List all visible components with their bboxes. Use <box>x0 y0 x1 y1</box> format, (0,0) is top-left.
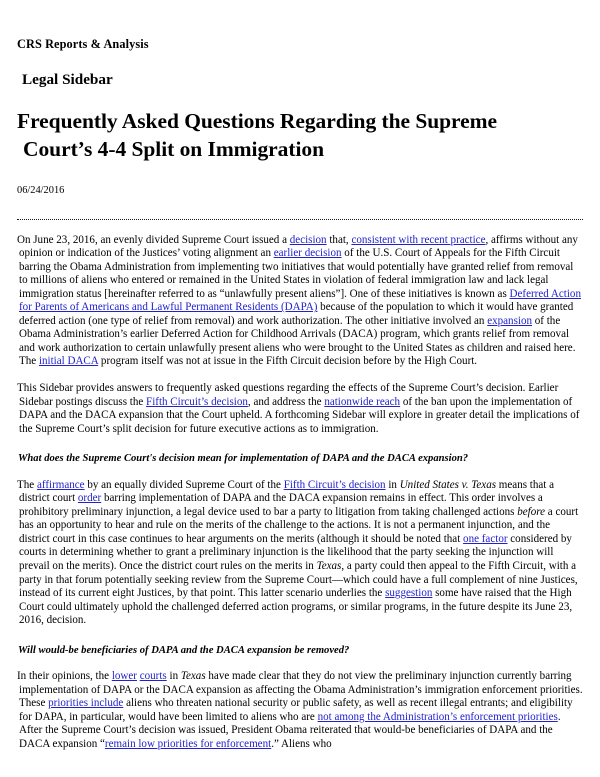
paragraph-answer-1 <box>17 466 583 628</box>
case-name-texas: Texas <box>316 559 342 572</box>
text-run: in <box>385 478 400 491</box>
text-run: by an equally divided Supreme Court of the <box>84 478 284 491</box>
link-affirmance[interactable]: affirmance <box>36 478 85 491</box>
text-run: a court has an opportunity to hear and rule on the merits of the challenge to the actions. It is not a permanent injunction, and the district court in this case continues to hear arguments on the merits (although it should be noted that <box>19 505 579 545</box>
link-remain-low-priorities-for-enforcement[interactable]: remain low priorities for enforcement <box>104 737 272 750</box>
text-run: that, <box>326 233 352 246</box>
publication-kicker: CRS Reports & Analysis <box>17 37 149 51</box>
link-expansion[interactable]: expansion <box>487 314 532 327</box>
title-line-2: Court’s 4-4 Split on Immigration <box>23 137 324 162</box>
link-initial-daca[interactable]: initial DACA <box>38 355 99 368</box>
link-suggestion[interactable]: suggestion <box>385 587 433 600</box>
text-run: , and address the <box>247 395 325 408</box>
text-run: because of the population to which it would have granted deferred action (one type of relief from removal) and work authorization. The other initiative involved an <box>19 301 574 327</box>
paragraph-sidebar-overview <box>17 369 583 436</box>
paragraph-intro <box>17 220 583 369</box>
text-run: On June 23, 2016, an evenly divided Supreme Court issued a <box>17 233 290 246</box>
title-line-1: Frequently Asked Questions Regarding the Supreme <box>17 109 497 134</box>
link-fifth-circuits-decision[interactable]: Fifth Circuit’s decision <box>146 395 248 408</box>
text-run: means that a district court <box>19 478 555 505</box>
text-run: considered by courts in determining whether to grant a preliminary injunction is the likelihood that the party seeking the injunction will prevail on the merits). Once the district court rules on the merits in <box>19 532 572 572</box>
text-run: , a party could then appeal to the Fifth Circuit, with a party in that forum potentially seeking review from the Supreme Court—which could have a full complement of nine Justices, instead of its current eight Justices, by that point. This latter scenario underlies the <box>19 559 578 600</box>
link-decision[interactable]: decision <box>289 233 327 246</box>
publication-date: 06/24/2016 <box>17 185 65 197</box>
text-run: .” Aliens who <box>271 737 332 750</box>
text-run: , affirms without any opinion or indication of the Justices’ voting alignment an <box>19 233 578 260</box>
legal-sidebar-label: Legal Sidebar <box>22 70 113 88</box>
link-not-among-administrations-enforcement-priorities[interactable]: not among the Administration’s enforcement priorities <box>317 710 558 723</box>
text-run: of the U.S. Court of Appeals for the Fifth Circuit barring the Obama Administration from implementing two initiatives that would potentially have granted relief from removal to millions of aliens who entered or remained in the United States in violation of federal immigration law and lack legal immigration status [hereinafter referred to as “unlawfully present aliens”]. One of these initiatives is known as <box>19 247 574 300</box>
link-fifth-circuits-decision[interactable]: Fifth Circuit’s decision <box>283 478 386 491</box>
emphasis-before: before <box>517 505 546 518</box>
link-order[interactable]: order <box>77 492 102 505</box>
text-run: program itself was not at issue in the Fifth Circuit decision before by the High Court. <box>98 355 478 368</box>
link-earlier-decision[interactable]: earlier decision <box>273 247 342 260</box>
link-consistent-with-recent-practice[interactable]: consistent with recent practice <box>351 233 486 246</box>
link-courts[interactable]: courts <box>139 670 167 683</box>
text-run: of the ban upon the implementation of DAPA and the DACA expansion that the Court upheld. A forthcoming Sidebar will explore in greater detail the implications of the Supreme Court’s split decision for future executive actions as to immigration. <box>19 395 580 435</box>
case-name-texas: Texas <box>180 670 206 683</box>
text-run: In their opinions, the <box>17 670 112 683</box>
link-lower[interactable]: lower <box>111 670 137 683</box>
link-nationwide-reach[interactable]: nationwide reach <box>324 395 401 408</box>
text-run: The <box>17 478 37 491</box>
text-run: of the Obama Administration’s earlier Deferred Action for Childhood Arrivals (DACA) program, which grants relief from removal and work authorization to certain unlawfully present aliens who were brought to the United States as children and raised here. The <box>19 314 576 368</box>
text-run: This Sidebar provides answers to frequently asked questions regarding the effects of the Supreme Court’s decision. Earlier Sidebar postings discuss the <box>17 382 559 408</box>
text-run: aliens who threaten national security or public safety, as well as recent illegal entrants; and eligibility for DAPA, in particular, would have been limited to aliens who are <box>19 697 573 723</box>
link-one-factor[interactable]: one factor <box>463 532 508 545</box>
text-run: some have raised that the High Court could ultimately uphold the challenged deferred action programs, or similar programs, in the future despite its June 23, 2016, decision. <box>19 587 573 627</box>
text-run: have made clear that they do not view the preliminary injunction currently barring implementation of DAPA or the DACA expansion as affecting the Obama Administration’s immigration enforcement priorities. These <box>19 670 583 710</box>
question-heading-1: What does the Supreme Court's decision mean for implementation of DAPA and the DACA expansion? <box>18 453 469 465</box>
text-run: . After the Supreme Court’s decision was issued, President Obama reiterated that would-be beneficiaries of DAPA and the DACA expansion “ <box>19 710 561 750</box>
question-heading-2: Will would-be beneficiaries of DAPA and the DACA expansion be removed? <box>18 644 350 656</box>
case-name-united-states-v-texas: United States v. Texas <box>399 478 497 491</box>
text-run: barring implementation of DAPA and the DACA expansion remains in effect. This order involves a prohibitory preliminary injunction, a legal device used to bar a party to litigation from taking challenged actions <box>19 492 543 518</box>
text-run: in <box>166 670 181 683</box>
paragraph-answer-2 <box>17 657 583 751</box>
page-title <box>17 88 583 164</box>
link-priorities-include[interactable]: priorities include <box>48 697 124 710</box>
link-dapa[interactable]: Deferred Action for Parents of Americans and Lawful Permanent Residents (DAPA) <box>19 287 581 314</box>
document-body <box>17 220 583 752</box>
